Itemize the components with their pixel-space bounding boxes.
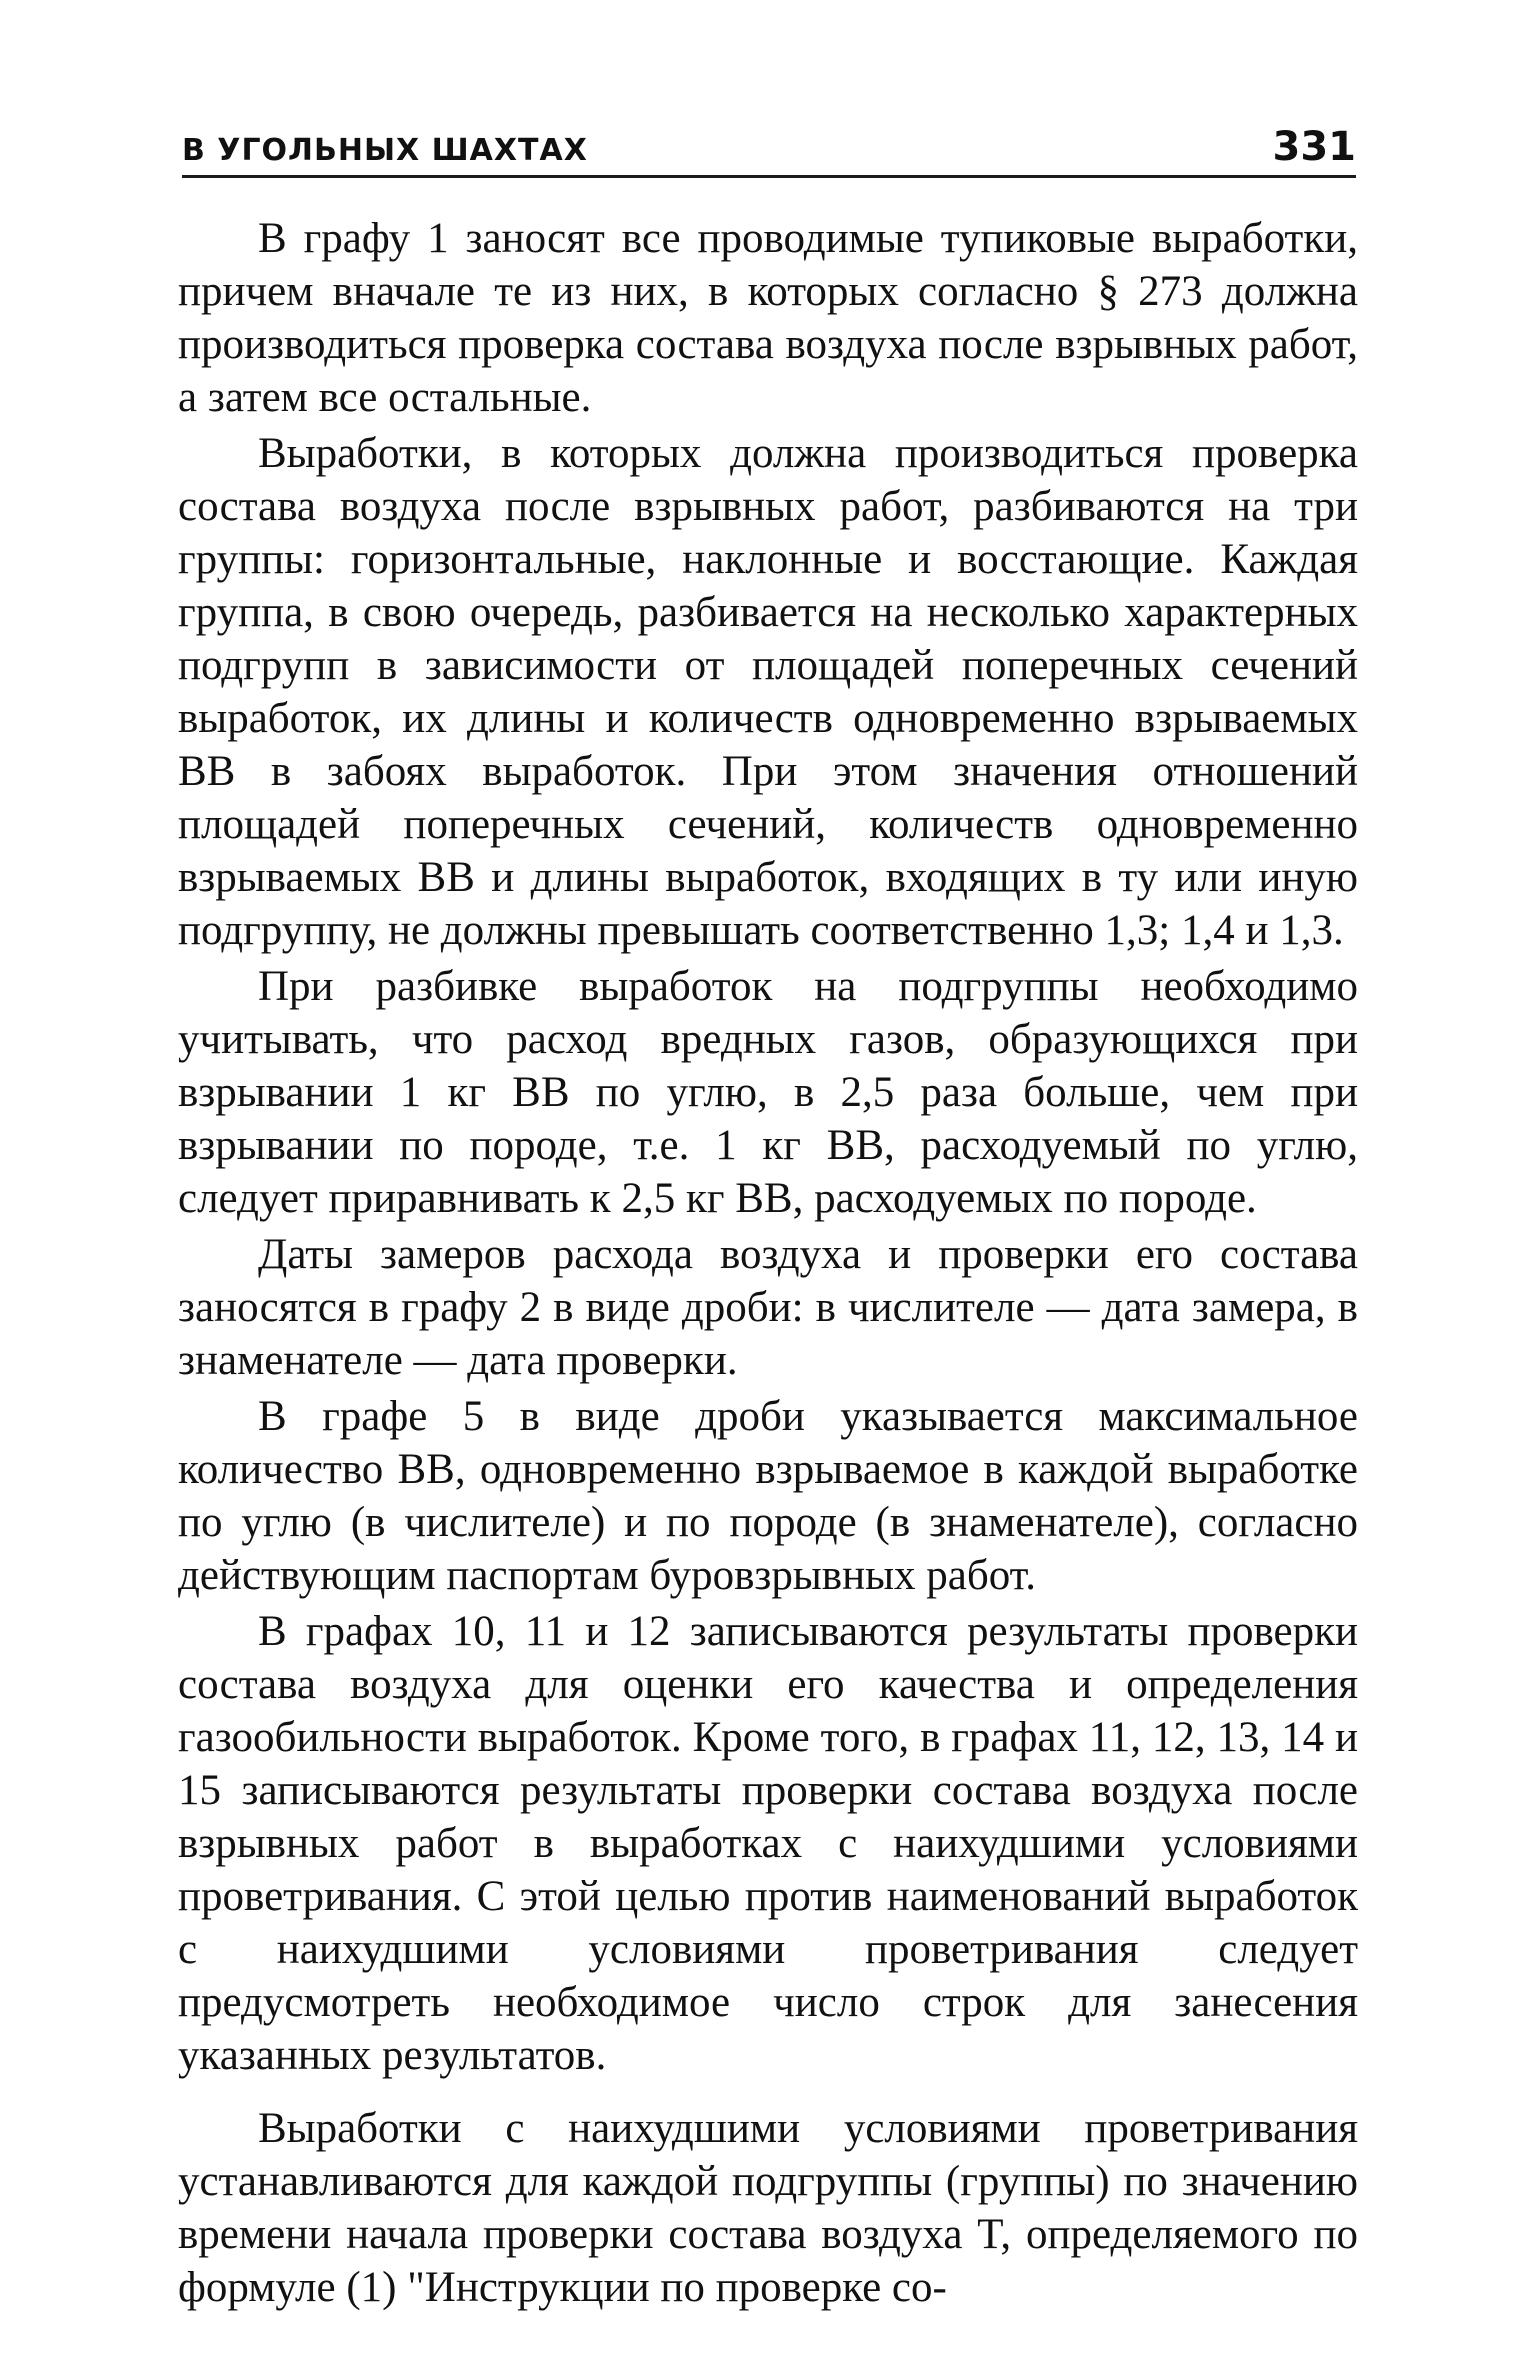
running-header-title: В УГОЛЬНЫХ ШАХТАХ bbox=[182, 133, 588, 168]
paragraph: При разбивке выработок на подгруппы необходимо учитывать, что расход вредных газов, образующихся при взрывании 1 кг ВВ по углю, в 2,5 раза больше, чем при взрывании по породе, т.е. 1 кг ВВ, расходуемый по углю, следует приравнивать к 2,5 кг ВВ, расходуемых по породе. bbox=[178, 963, 1358, 1222]
paragraph: В графе 5 в виде дроби указывается максимальное количество ВВ, одновременно взрываемое в каждой выработке по углю (в числителе) и по породе (в знаменателе), согласно действующим паспортам буровзрывных работ. bbox=[178, 1393, 1358, 1599]
running-header bbox=[182, 118, 1356, 178]
paragraph: В графах 10, 11 и 12 записываются результаты проверки состава воздуха для оценки его качества и определения газообильности выработок. Кроме того, в графах 11, 12, 13, 14 и 15 записываются результаты проверки состава воздуха после взрывных работ в выработках с наихудшими условиями проветривания. С этой целью против наименований выработок с наихудшими условиями проветривания следует предусмотреть необходимое число строк для занесения указанных результатов. bbox=[178, 1608, 1358, 2079]
paragraph: В графу 1 заносят все проводимые тупиковые выработки, причем вначале те из них, в которых согласно § 273 должна производиться проверка состава воздуха после взрывных работ, а затем все остальные. bbox=[178, 215, 1358, 421]
header-rule bbox=[182, 175, 1356, 178]
paragraph: Выработки, в которых должна производиться проверка состава воздуха после взрывных работ, разбиваются на три группы: горизонтальные, наклонные и восстающие. Каждая группа, в свою очередь, разбивается на несколько характерных подгрупп в зависимости от площадей поперечных сечений выработок, их длины и количеств одновременно взрываемых ВВ в забоях выработок. При этом значения отношений площадей поперечных сечений, количеств одновременно взрываемых ВВ и длины выработок, входящих в ту или иную подгруппу, не должны превышать соответственно 1,3; 1,4 и 1,3. bbox=[178, 430, 1358, 954]
page-number: 331 bbox=[1272, 124, 1356, 170]
paragraph: Выработки с наихудшими условиями проветривания устанавливаются для каждой подгруппы (группы) по значению времени начала проверки состава воздуха T, определяемого по формуле (1) "Инструкции по проверке со- bbox=[178, 2105, 1358, 2311]
body-text bbox=[178, 212, 1358, 2317]
paragraph: Даты замеров расхода воздуха и проверки его состава заносятся в графу 2 в виде дроби: в числителе — дата замера, в знаменателе — дата проверки. bbox=[178, 1231, 1358, 1384]
